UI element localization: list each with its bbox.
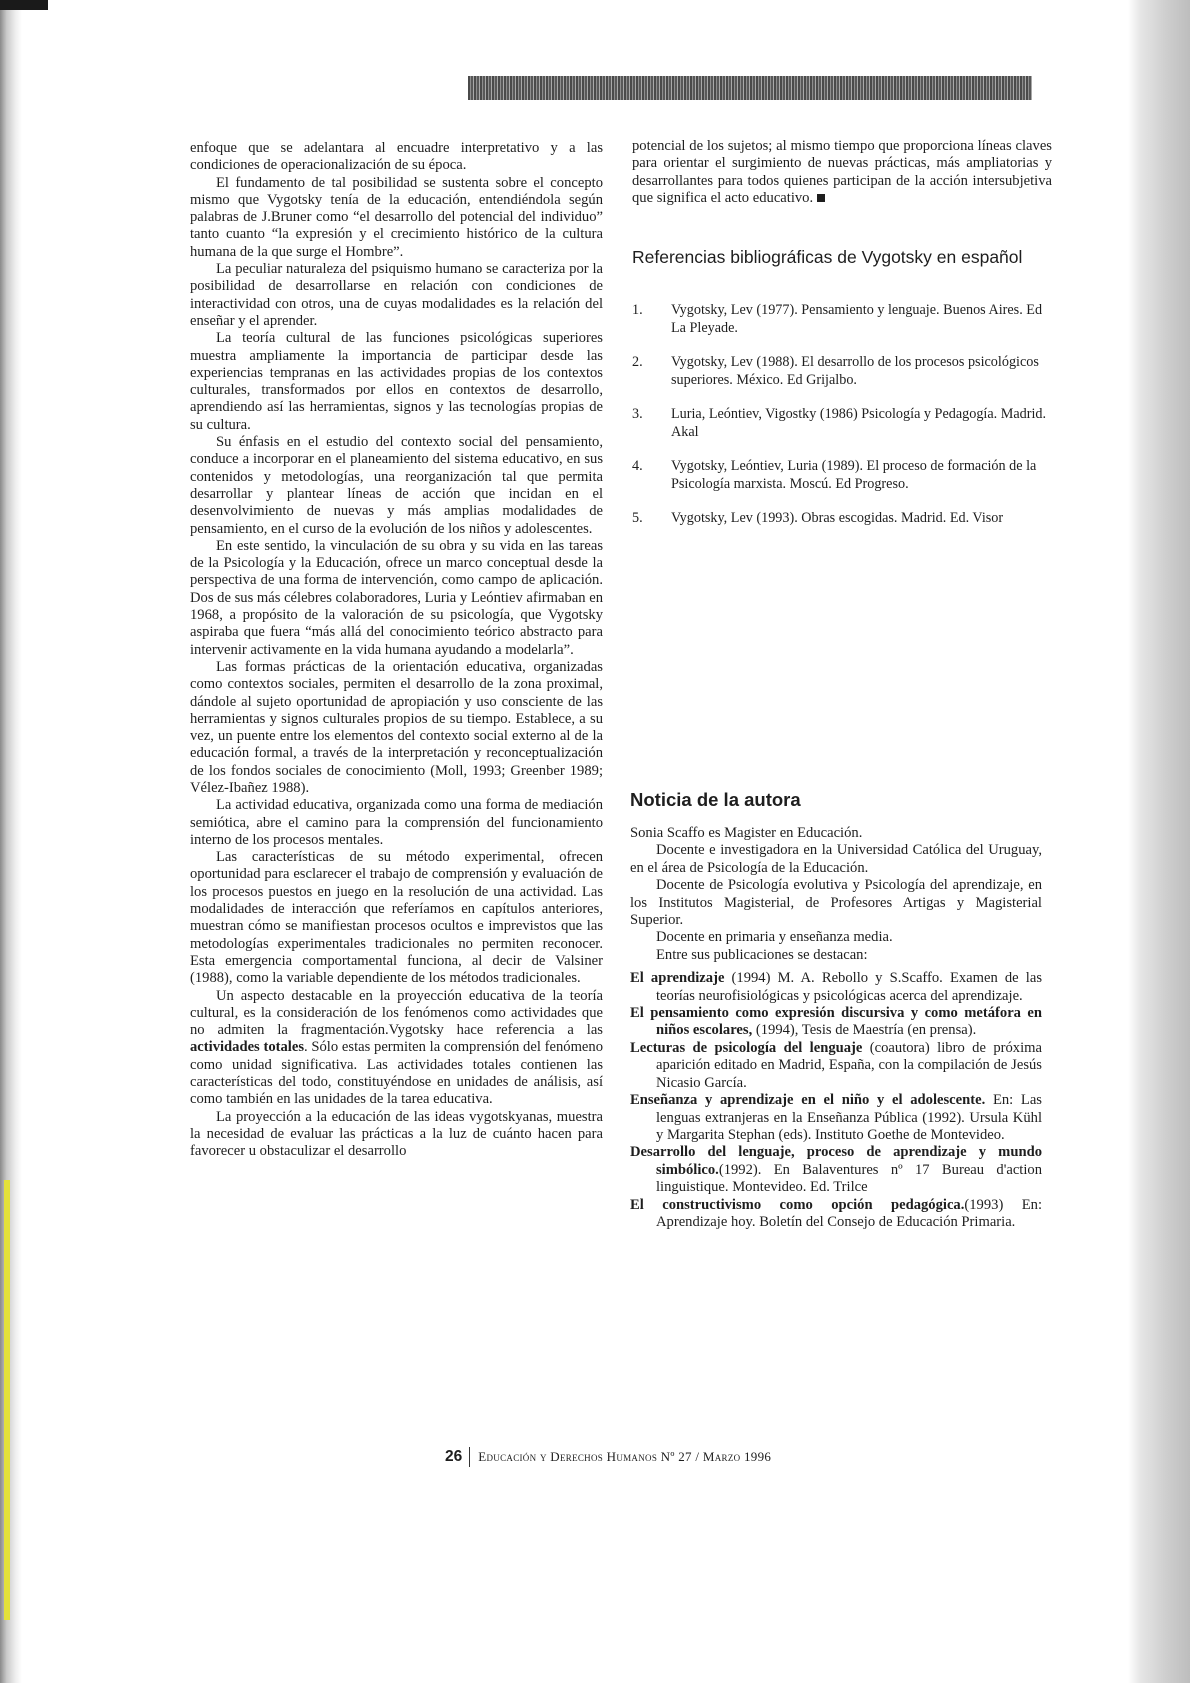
body-paragraph: Su énfasis en el estudio del contexto social del pensamiento, conduce a incorporar en el planeamiento del sistema educativo, en sus contenidos y metodologías, una reorganización tal que permita desarrollar y plantear líneas de acción que incidan en el desenvolvimiento de nuevas y más amplias modalidades de pensamiento, en el curso de la evolución de los niños y adolescentes.	[190, 434, 603, 537]
reference-item	[632, 458, 1052, 493]
body-paragraph	[190, 988, 603, 1109]
corner-mark	[0, 0, 48, 10]
body-paragraph	[632, 138, 1052, 207]
page-edge-tab	[4, 1180, 10, 1620]
publication-title: El pensamiento como expresión discursiva y como metáfora en niños escolares,	[630, 1005, 1042, 1039]
reference-number: 4.	[632, 458, 643, 474]
publication-title: El aprendizaje	[630, 970, 725, 987]
publication-item	[630, 1005, 1042, 1040]
paragraph-text: Un aspecto destacable en la proyección educativa de la teoría cultural, es la consideración de los fenómenos como actividades que no admiten la fragmentación.Vygotsky hace referencia a las	[190, 987, 603, 1039]
publications-list	[630, 970, 1042, 1231]
body-paragraph: La peculiar naturaleza del psiquismo humano se caracteriza por la posibilidad de desarrollarse en relación con condiciones de interactividad con otros, una de cuyas modalidades es la relación del enseñar y el aprender.	[190, 261, 603, 329]
publication-item	[630, 970, 1042, 1005]
right-column-continuation	[632, 138, 1052, 207]
publication-title: Lecturas de psicología del lenguaje	[630, 1039, 863, 1056]
left-column	[190, 140, 603, 1161]
publication-details: En: Las lenguas extranjeras en la Enseñanza Pública (1992). Ursula Kühl y Margarita Stephan (eds). Instituto Goethe de Montevideo.	[656, 1092, 1042, 1143]
reference-item	[632, 510, 1052, 528]
references-list	[632, 302, 1052, 545]
author-intro-line: Entre sus publicaciones se destacan:	[656, 946, 868, 963]
reference-text: Vygotsky, Lev (1993). Obras escogidas. Madrid. Ed. Visor	[671, 510, 1004, 526]
publication-details: (1994) M. A. Rebollo y S.Scaffo. Examen de las teorías neurofisiológicas y psicológicas acerca del aprendizaje.	[656, 970, 1042, 1004]
journal-citation: Educación y Derechos Humanos Nº 27 / Marzo 1996	[478, 1449, 772, 1464]
reference-item	[632, 406, 1052, 441]
publication-title: El constructivismo como opción pedagógica.	[630, 1196, 965, 1213]
body-paragraph: La teoría cultural de las funciones psicológicas superiores muestra ampliamente la importancia de participar desde las experiencias tempranas en las actividades propias de los contextos culturales, transformados por ellos en contextos de desarrollo, aprendiendo así las herramientas, signos y las tecnologías propias de su cultura.	[190, 330, 603, 433]
reference-item	[632, 302, 1052, 337]
header-decorative-band	[468, 76, 1032, 100]
reference-number: 2.	[632, 354, 643, 370]
author-intro-line: Docente de Psicología evolutiva y Psicología del aprendizaje, en los Institutos Magisterial, de Profesores Artigas y Magisterial Superior.	[630, 877, 1042, 929]
publication-details: (1992). En Balaventures nº 17 Bureau d'action linguistique. Montevideo. Ed. Trilce	[656, 1161, 1042, 1196]
body-paragraph: Las características de su método experimental, ofrecen oportunidad para esclarecer el trabajo de comprensión y evaluación de los procesos puestos en juego en la resolución de una actividad. Las modalidades de interacción que referíamos en capítulos anteriores, muestran cómo se manifiestan procesos ocultos e imprevistos que las metodologías experimentales tradicionales no permiten reconocer. Esta emergencia comportamental funciona, al decir de Valsiner (1988), como la variable dependiente de los métodos tradicionales.	[190, 849, 603, 987]
publication-item	[630, 1040, 1042, 1092]
body-paragraph: La proyección a la educación de las ideas vygotskyanas, muestra la necesidad de evaluar las prácticas a la luz de cuánto hacen para favorecer u obstaculizar el desarrollo	[190, 1108, 603, 1160]
footer-divider	[469, 1447, 470, 1467]
reference-text: Vygotsky, Leóntiev, Luria (1989). El proceso de formación de la Psicología marxista. Moscú. Ed Progreso.	[671, 458, 1037, 492]
author-intro-line: Docente e investigadora en la Universidad Católica del Uruguay, en el área de Psicología de la Educación.	[630, 842, 1042, 876]
reference-text: Luria, Leóntiev, Vigostky (1986) Psicología y Pedagogía. Madrid. Akal	[671, 406, 1047, 440]
publication-details: (coautora) libro de próxima aparición editado en Madrid, España, con la compilación de Jesús Nicasio García.	[656, 1039, 1042, 1091]
reference-item	[632, 354, 1052, 389]
publication-item	[630, 1092, 1042, 1144]
emphasis-text: actividades totales	[190, 1039, 304, 1056]
page-edge-shadow	[1128, 0, 1190, 1683]
body-paragraph: En este sentido, la vinculación de su obra y su vida en las tareas de la Psicología y la Educación, ofrece un marco conceptual desde la perspectiva de una forma de intervención, como campo de aplicación. Dos de sus más célebres colaboradores, Luria y Leóntiev afirmaban en 1968, a propósito de la valoración de su psicología, que Vygotsky aspiraba que fuera “más allá del conocimiento teórico abstracto para intervenir activamente en la vida humana ayudando a modelarla”.	[190, 537, 603, 658]
publication-details: (1993) En: Aprendizaje hoy. Boletín del Consejo de Educación Primaria.	[656, 1196, 1042, 1230]
references-heading: Referencias bibliográficas de Vygotsky en español	[632, 247, 1023, 267]
body-paragraph: Las formas prácticas de la orientación educativa, organizadas como contextos sociales, permiten el desarrollo de la zona proximal, dándole al sujeto oportunidad de apropiación y uso consciente de las herramientas y signos culturales propios de su tiempo. Establece, a su vez, un puente entre los elementos del contexto social externo al de la educación formal, a través de la interpretación y reconceptualización de los fondos sociales de conocimiento (Moll, 1993; Greenber 1989; Vélez-Ibañez 1988).	[190, 658, 603, 796]
reference-number: 5.	[632, 510, 643, 526]
end-of-article-icon	[817, 194, 825, 202]
author-note	[630, 825, 1042, 1231]
reference-text: Vygotsky, Lev (1988). El desarrollo de los procesos psicológicos superiores. México. Ed Grijalbo.	[671, 354, 1039, 388]
author-note-heading: Noticia de la autora	[630, 789, 801, 810]
publication-details: (1994), Tesis de Maestría (en prensa).	[752, 1022, 977, 1039]
paragraph-text: . Sólo estas permiten la comprensión del fenómeno como unidad significativa. Las actividades totales contienen las características del todo, constituyéndose en unidades de análisis, así como también en las unidades de la tarea educativa.	[190, 1039, 603, 1108]
body-paragraph: enfoque que se adelantara al encuadre interpretativo y a las condiciones de operacionalización de su época.	[190, 140, 603, 174]
reference-number: 1.	[632, 302, 643, 318]
publication-item	[630, 1197, 1042, 1232]
author-intro-line: Docente en primaria y enseñanza media.	[656, 929, 893, 946]
page-number: 26	[445, 1448, 463, 1465]
body-paragraph: El fundamento de tal posibilidad se sustenta sobre el concepto mismo que Vygotsky tenía de la educación, entendiéndola según palabras de J.Bruner como “el desarrollo del potencial del individuo” tanto cuanto “la expresión y el crecimiento histórico de la cultura humana de la que surge el Hombre”.	[190, 174, 603, 260]
publication-title: Enseñanza y aprendizaje en el niño y el adolescente.	[630, 1092, 986, 1109]
author-intro-line: Sonia Scaffo es Magister en Educación.	[630, 825, 863, 841]
reference-number: 3.	[632, 406, 643, 422]
body-paragraph: La actividad educativa, organizada como una forma de mediación semiótica, abre el camino para la comprensión del funcionamiento interno de los procesos mentales.	[190, 797, 603, 848]
page-footer	[445, 1445, 945, 1469]
reference-text: Vygotsky, Lev (1977). Pensamiento y lenguaje. Buenos Aires. Ed La Pleyade.	[671, 302, 1043, 336]
paragraph-text: potencial de los sujetos; al mismo tiempo que proporciona líneas claves para orientar el surgimiento de nuevas prácticas, más ampliatorias y desarrollantes para todos quienes participan de la acción intersubjetiva que significa el acto educativo.	[632, 138, 1052, 206]
publication-title: Desarrollo del lenguaje, proceso de aprendizaje y mundo simbólico.	[630, 1144, 1042, 1178]
publication-item	[630, 1144, 1042, 1196]
